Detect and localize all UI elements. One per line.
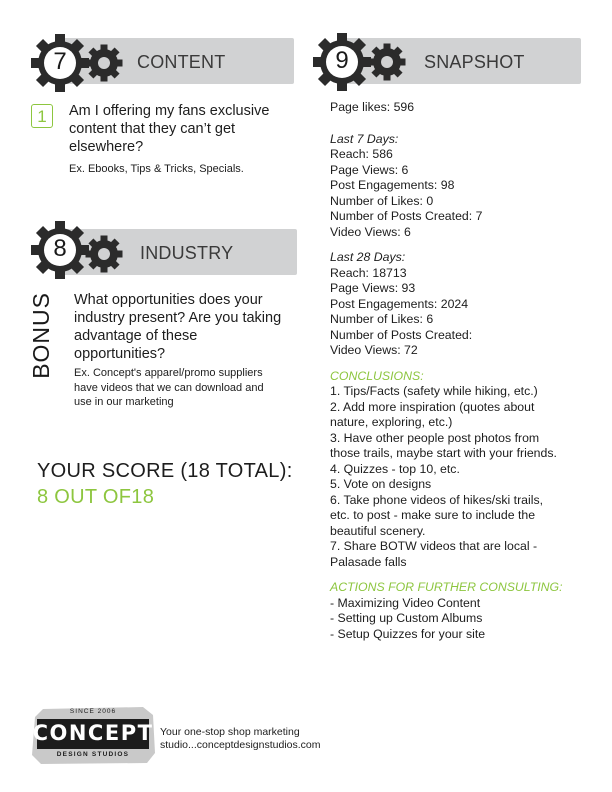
- stat-line: Reach: 586: [330, 147, 393, 161]
- example-line: Ex. Concept's apparel/promo suppliers: [74, 367, 263, 379]
- score-value: 8 OUT OF18: [37, 486, 155, 508]
- conclusions-label: CONCLUSIONS:: [330, 368, 424, 383]
- last28-label: Last 28 Days:: [330, 250, 406, 264]
- content-example: Ex. Ebooks, Tips & Tricks, Specials.: [69, 163, 244, 175]
- footer-tagline: [160, 726, 321, 752]
- stat-line: Video Views: 6: [330, 224, 411, 239]
- stat-line: Reach: 18713: [330, 265, 407, 280]
- question-line: industry present? Are you taking: [74, 310, 282, 326]
- last7-label: Last 7 Days:: [330, 131, 399, 146]
- snapshot-body: [330, 100, 590, 642]
- logo-since: SINCE 2006: [69, 708, 117, 715]
- gear-icon: [85, 235, 123, 273]
- conclusion-line: 4. Quizzes - top 10, etc.: [330, 461, 460, 476]
- example-line: have videos that we can download and: [74, 381, 264, 394]
- tagline-line: studio...conceptdesignstudios.com: [160, 739, 321, 751]
- question-line: What opportunities does your: [74, 292, 263, 308]
- conclusion-line: 5. Vote on designs: [330, 477, 432, 491]
- section-number-9: 9: [335, 47, 349, 74]
- conclusion-line: beautiful scenery.: [330, 523, 426, 538]
- action-line: - Maximizing Video Content: [330, 595, 481, 610]
- actions-label: ACTIONS FOR FURTHER CONSULTING:: [330, 580, 563, 594]
- example-line: use in our marketing: [74, 396, 174, 408]
- concept-logo: [29, 703, 157, 767]
- stat-line: Number of Posts Created: 7: [330, 209, 483, 223]
- logo-name: CONCEPT: [32, 721, 154, 745]
- checkbox-number: 1: [31, 104, 53, 128]
- stat-line: Number of Likes: 0: [330, 193, 434, 208]
- score-label: YOUR SCORE (18 TOTAL):: [37, 460, 293, 482]
- action-line: - Setup Quizzes for your site: [330, 626, 486, 641]
- question-line: Am I offering my fans exclusive: [69, 103, 270, 119]
- content-question: [69, 102, 309, 156]
- conclusion-line: Palasade falls: [330, 554, 407, 569]
- stat-line: Page Views: 6: [330, 162, 409, 177]
- section-number-7: 7: [53, 48, 67, 75]
- conclusion-line: nature, exploring, etc.): [330, 415, 453, 429]
- page-likes: Page likes: 596: [330, 100, 415, 114]
- question-line: advantage of these: [74, 328, 198, 344]
- question-line: opportunities?: [74, 346, 166, 362]
- conclusion-line: those trails, maybe start with your friends.: [330, 446, 557, 460]
- stat-line: Post Engagements: 98: [330, 178, 455, 192]
- action-line: - Setting up Custom Albums: [330, 611, 483, 625]
- conclusion-line: 3. Have other people post photos from: [330, 430, 540, 445]
- section-number-8: 8: [53, 235, 67, 262]
- question-line: content that they can’t get: [69, 121, 236, 137]
- question-line: elsewhere?: [69, 139, 144, 155]
- stat-line: Page Views: 93: [330, 281, 416, 295]
- tagline-line: Your one-stop shop marketing: [160, 726, 300, 738]
- stat-line: Number of Posts Created:: [330, 327, 473, 342]
- conclusion-line: 6. Take phone videos of hikes/ski trails,: [330, 492, 544, 507]
- gear-icon: [85, 44, 123, 82]
- conclusion-line: 1. Tips/Facts (safety while hiking, etc.): [330, 384, 538, 398]
- gear-icon: [368, 43, 406, 81]
- stat-line: Post Engagements: 2024: [330, 296, 469, 311]
- conclusion-line: 2. Add more inspiration (quotes about: [330, 399, 535, 414]
- section-title-content: CONTENT: [137, 52, 226, 72]
- section-title-snapshot: SNAPSHOT: [424, 52, 525, 72]
- conclusion-line: etc. to post - make sure to include the: [330, 508, 536, 522]
- conclusion-line: 7. Share BOTW videos that are local -: [330, 539, 538, 553]
- logo-sub: DESIGN STUDIOS: [56, 751, 130, 758]
- bonus-label: BONUS: [28, 292, 54, 379]
- stat-line: Video Views: 72: [330, 343, 418, 357]
- industry-example: [74, 366, 310, 410]
- stat-line: Number of Likes: 6: [330, 312, 434, 326]
- industry-question: [74, 291, 310, 363]
- section-title-industry: INDUSTRY: [140, 243, 234, 263]
